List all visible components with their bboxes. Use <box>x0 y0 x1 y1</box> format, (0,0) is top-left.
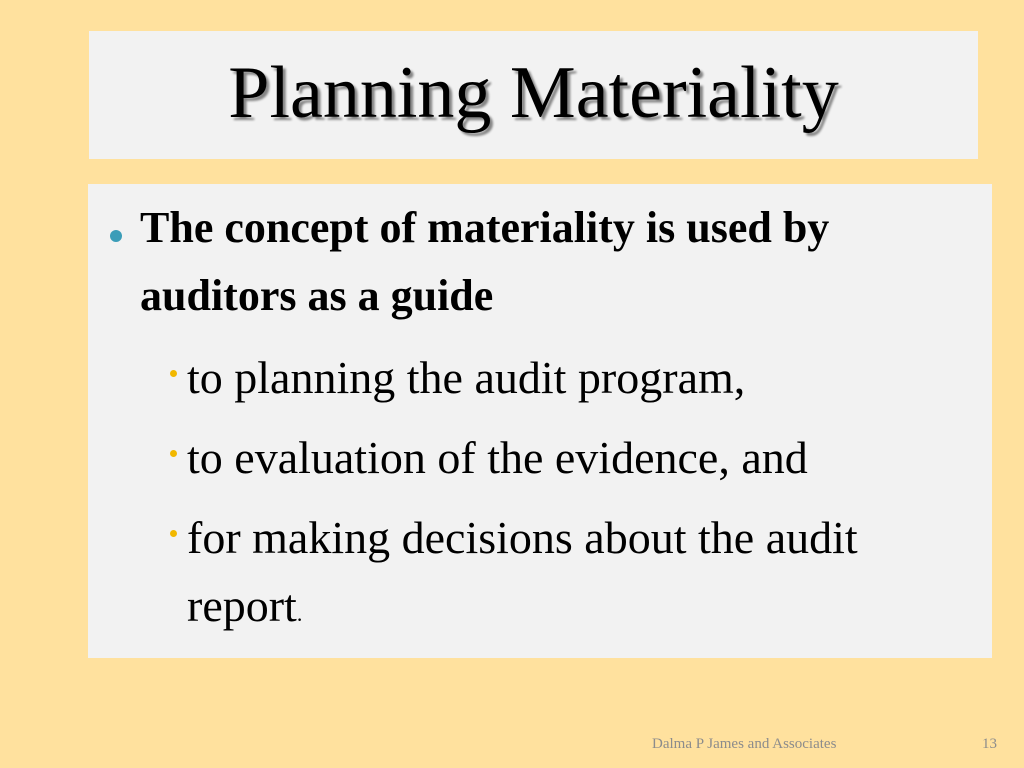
main-bullet-text: The concept of materiality is used by auditors as a guide <box>140 203 830 320</box>
footer-author: Dalma P James and Associates <box>652 736 837 752</box>
sub-bullet-text: for making decisions about the audit report. <box>187 512 858 631</box>
sub-bullet-text: to evaluation of the evidence, and <box>187 432 808 483</box>
sub-bullet-suffix: . <box>296 601 303 626</box>
content-panel <box>88 184 992 658</box>
page-number: 13 <box>982 736 997 752</box>
sub-bullet <box>170 424 970 492</box>
sub-bullet-dot-icon <box>170 450 177 457</box>
title-panel <box>89 31 978 159</box>
sub-bullet-dot-icon <box>170 530 177 537</box>
main-bullet <box>110 194 970 330</box>
bullet-dot-icon <box>110 230 122 242</box>
sub-bullet-dot-icon <box>170 370 177 377</box>
sub-bullet <box>170 504 970 648</box>
sub-bullet-list <box>170 344 970 660</box>
sub-bullet-text: to planning the audit program, <box>187 352 746 403</box>
slide-title: Planning Materiality <box>228 51 839 134</box>
sub-bullet <box>170 344 970 412</box>
